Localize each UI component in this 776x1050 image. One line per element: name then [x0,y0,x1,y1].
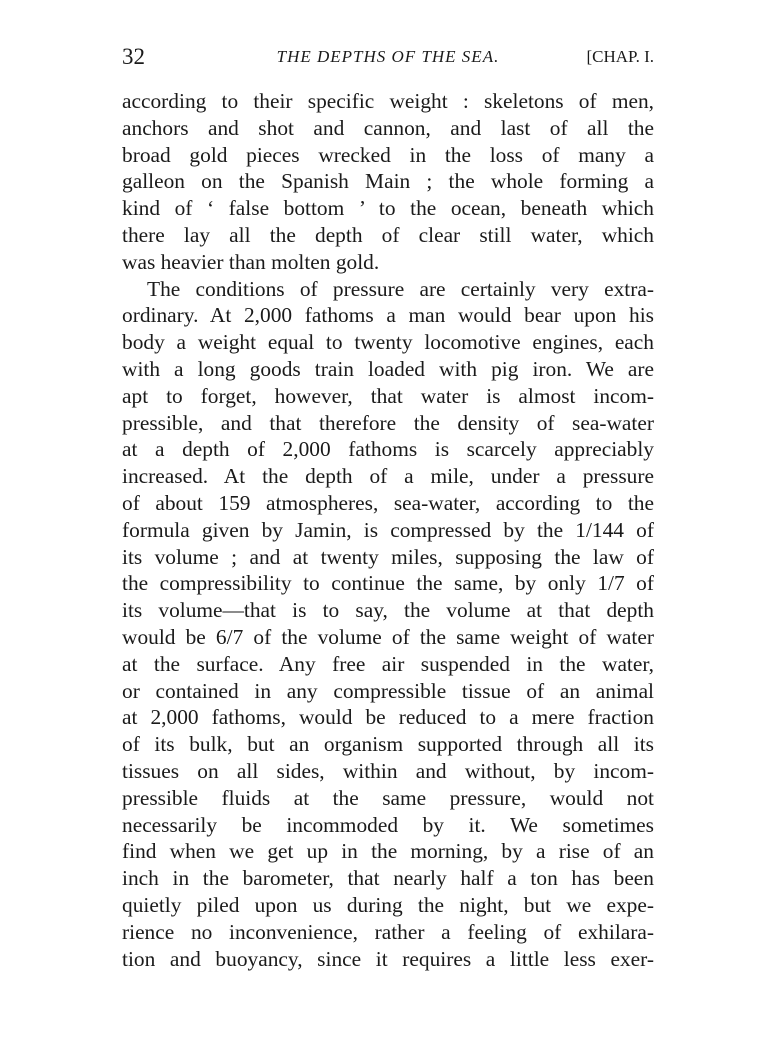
text-line: tion and buoyancy, since it requires a little less exer- [122,946,654,971]
text-line: according to their specific weight : skeletons of men, [122,89,654,113]
text-line: its volume—that is to say, the volume at that depth [122,598,654,623]
text-line: inch in the barometer, that nearly half a ton has been [122,866,654,891]
text-line: the compressibility to continue the same, by only 1/7 of [122,571,654,596]
text-line: at the surface. Any free air suspended in the water, [122,651,654,676]
text-line: apt to forget, however, that water is almost incom- [122,383,654,408]
text-line: at 2,000 fathoms, would be reduced to a mere fraction [122,705,654,730]
text-line: was heavier than molten gold. [122,249,380,274]
running-head [122,44,654,74]
text-line: quietly piled upon us during the night, but we expe- [122,892,654,917]
body-text [122,88,654,972]
text-line: anchors and shot and cannon, and last of all the [122,115,654,140]
text-line: rience no inconvenience, rather a feeling of exhilara- [122,919,654,944]
text-line: broad gold pieces wrecked in the loss of many a [122,142,654,167]
text-line: of its bulk, but an organism supported through all its [122,732,654,757]
text-line: increased. At the depth of a mile, under a pressure [122,464,654,489]
text-line: kind of ‘ false bottom ’ to the ocean, beneath which [122,196,654,221]
text-line: at a depth of 2,000 fathoms is scarcely appreciably [122,437,654,462]
running-title: THE DEPTHS OF THE SEA. [276,47,500,66]
text-line: with a long goods train loaded with pig iron. We are [122,356,654,381]
page-number: 32 [122,44,145,69]
text-line: The conditions of pressure are certainly very extra- [147,276,654,301]
text-line: would be 6/7 of the volume of the same weight of water [122,624,654,649]
text-line: body a weight equal to twenty locomotive engines, each [122,330,654,355]
text-line: find when we get up in the morning, by a rise of an [122,839,654,864]
text-line: pressible fluids at the same pressure, would not [122,785,654,810]
text-line: galleon on the Spanish Main ; the whole forming a [122,169,654,194]
text-line: or contained in any compressible tissue of an animal [122,678,654,703]
text-line: formula given by Jamin, is compressed by the 1/144 of [122,517,654,542]
text-line: tissues on all sides, within and without, by incom- [122,758,654,783]
text-line: pressible, and that therefore the density of sea-water [122,410,654,435]
text-line: ordinary. At 2,000 fathoms a man would bear upon his [122,303,654,328]
text-line: necessarily be incommoded by it. We sometimes [122,812,654,837]
chapter-reference: [CHAP. I. [586,47,654,66]
text-line: there lay all the depth of clear still water, which [122,222,654,247]
text-line: its volume ; and at twenty miles, supposing the law of [122,544,654,569]
text-line: of about 159 atmospheres, sea-water, according to the [122,490,654,515]
